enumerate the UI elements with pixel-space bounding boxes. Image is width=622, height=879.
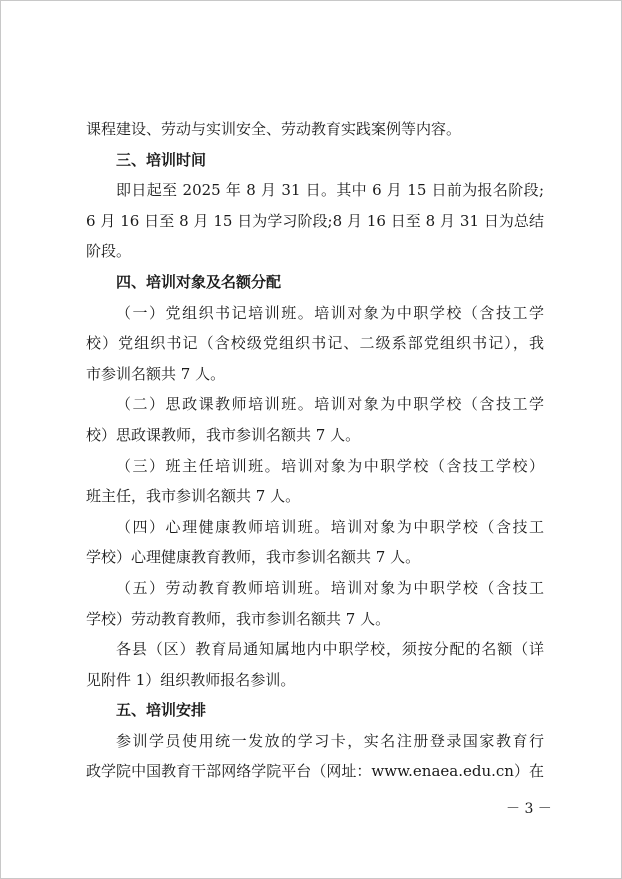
paragraph-line: （五）劳动教育教师培训班。培训对象为中职学校（含技工	[116, 578, 544, 597]
paragraph-line: 各县（区）教育局通知属地内中职学校，须按分配的名额（详	[116, 640, 544, 659]
paragraph-line: （三）班主任培训班。培训对象为中职学校（含技工学校）	[116, 456, 544, 475]
paragraph-line: （四）心理健康教师培训班。培训对象为中职学校（含技工	[116, 517, 544, 536]
paragraph-line: 阶段。	[86, 242, 132, 261]
paragraph-line: 校）思政课教师，我市参训名额共 7 人。	[86, 425, 361, 444]
paragraph-line: 校）党组织书记（含校级党组织书记、二级系部党组织书记），我	[86, 334, 544, 353]
paragraph-line: （一）党组织书记培训班。培训对象为中职学校（含技工学	[116, 303, 544, 322]
paragraph-line: 学校）心理健康教育教师，我市参训名额共 7 人。	[86, 548, 421, 567]
paragraph-line: 即日起至 2025 年 8 月 31 日。其中 6 月 15 日前为报名阶段;	[116, 181, 544, 200]
section-heading-training-targets: 四、培训对象及名额分配	[116, 272, 282, 291]
paragraph-line: 学校）劳动教育教师，我市参训名额共 7 人。	[86, 609, 391, 628]
paragraph-line: 班主任，我市参训名额共 7 人。	[86, 487, 301, 506]
section-heading-training-arrangement: 五、培训安排	[116, 701, 207, 720]
paragraph-line: 见附件 1）组织教师报名参训。	[86, 670, 296, 689]
paragraph-line: 参训学员使用统一发放的学习卡，实名注册登录国家教育行	[116, 731, 544, 750]
paragraph-line: （二）思政课教师培训班。培训对象为中职学校（含技工学	[116, 395, 544, 414]
paragraph-line: 6 月 16 日至 8 月 15 日为学习阶段;8 月 16 日至 8 月 31 日为总结	[86, 211, 544, 230]
paragraph-line: 课程建设、劳动与实训安全、劳动教育实践案例等内容。	[86, 120, 462, 138]
section-heading-training-time: 三、培训时间	[116, 150, 207, 169]
document-body	[86, 114, 544, 787]
paragraph-line: 市参训名额共 7 人。	[86, 364, 226, 383]
page-number: － 3 －	[506, 801, 552, 817]
paragraph-line: 政学院中国教育干部网络学院平台（网址：www.enaea.edu.cn）在	[86, 762, 544, 781]
